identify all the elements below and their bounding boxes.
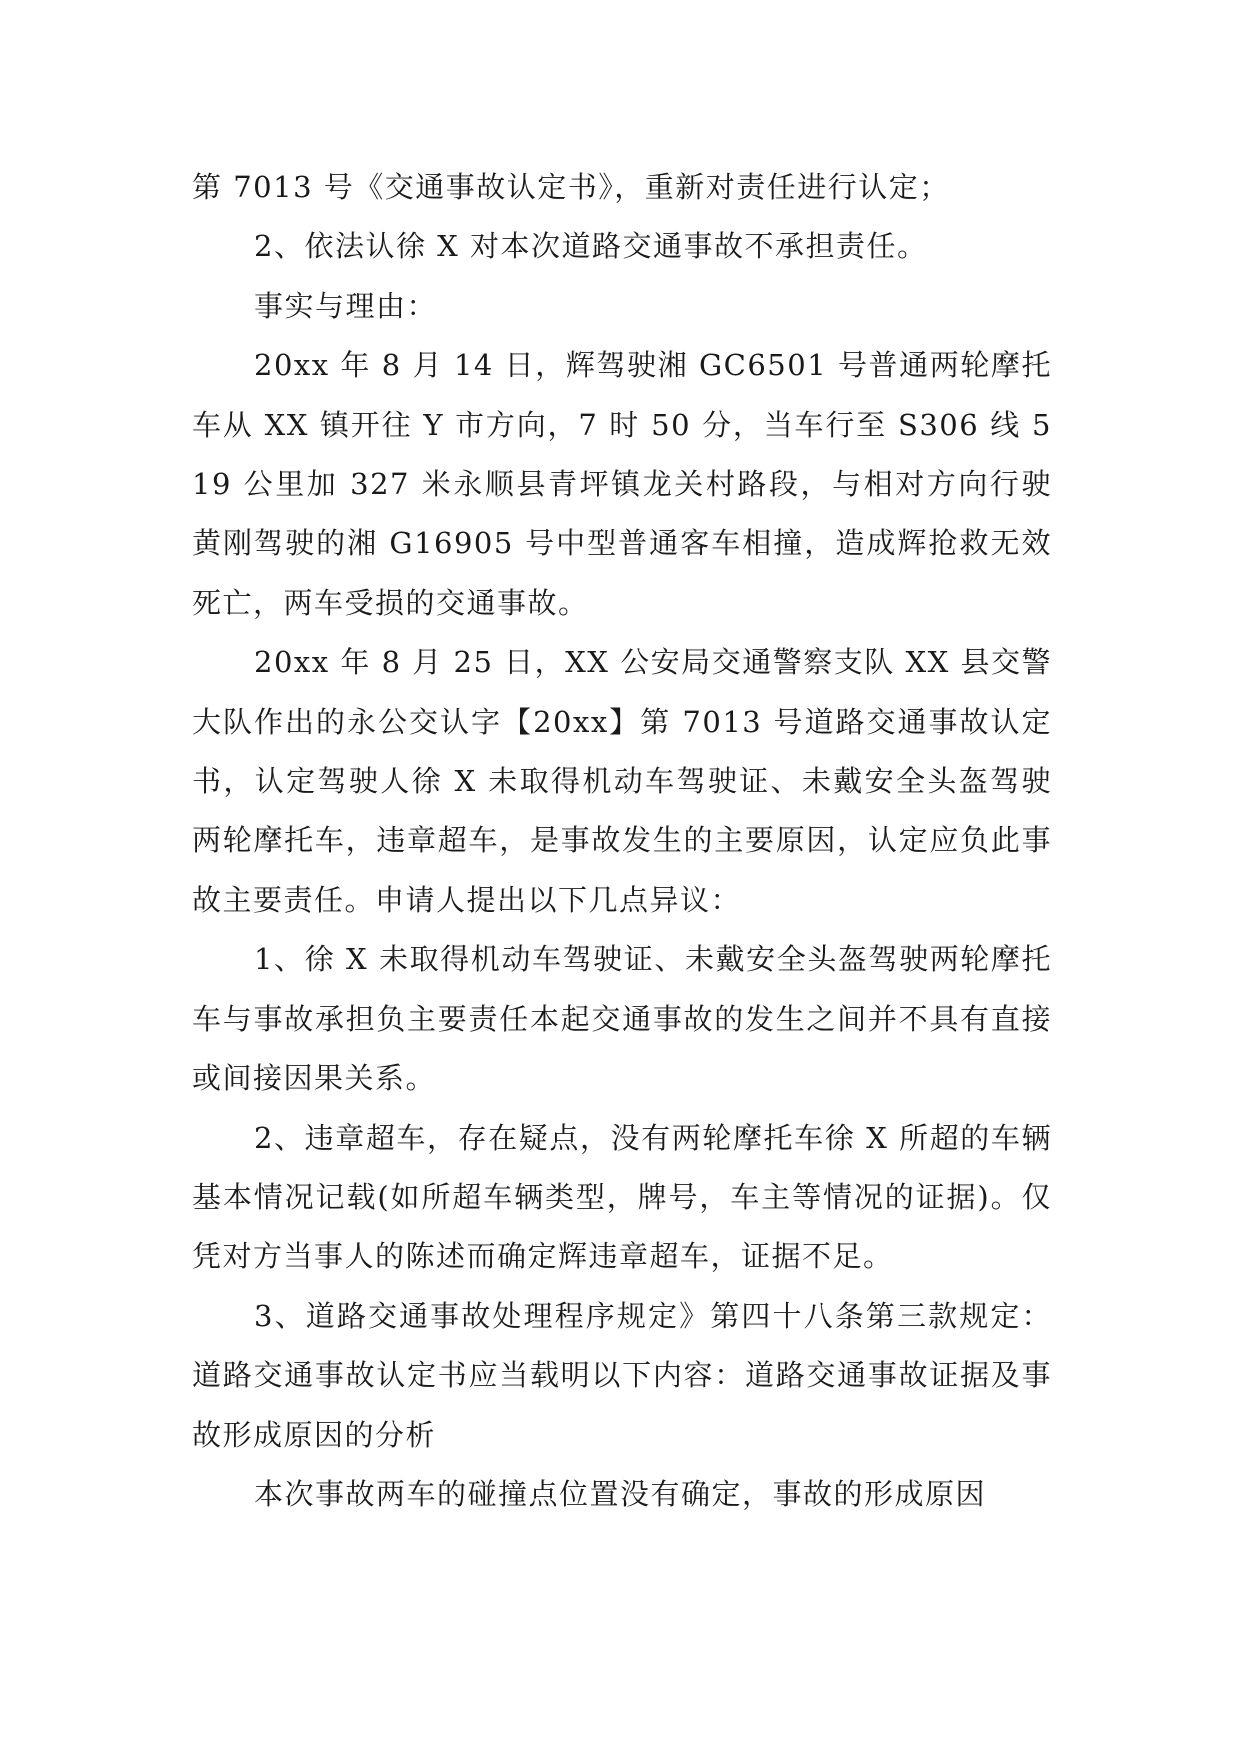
paragraph-8: 3、道路交通事故处理程序规定》第四十八条第三款规定：道路交通事故认定书应当载明以下内容：道路交通事故证据及事故形成原因的分析 [192, 1298, 1052, 1452]
paragraph-9: 本次事故两车的碰撞点位置没有确定，事故的形成原因 [254, 1476, 987, 1511]
paragraph-7: 2、违章超车，存在疑点，没有两轮摩托车徐 X 所超的车辆基本情况记载(如所超车辆类型，牌号，车主等情况的证据)。仅凭对方当事人的陈述而确定辉违章超车，证据不足。 [192, 1120, 1052, 1274]
paragraph-3: 事实与理由： [254, 288, 438, 323]
document-body [192, 158, 1052, 1524]
paragraph-4: 20xx 年 8 月 14 日，辉驾驶湘 GC6501 号普通两轮摩托车从 XX 镇开往 Y 市方向，7 时 50 分，当车行至 S306 线 519 公里加 327 米永顺县青坪镇龙关村路段，与相对方向行驶黄刚驾驶的湘 G16905 号中型普通客车相撞，造成辉抢救无效死亡，两车受损的交通事故。 [192, 348, 1052, 620]
paragraph-6: 1、徐 X 未取得机动车驾驶证、未戴安全头盔驾驶两轮摩托车与事故承担负主要责任本起交通事故的发生之间并不具有直接或间接因果关系。 [192, 942, 1052, 1096]
paragraph-1: 第 7013 号《交通事故认定书》，重新对责任进行认定； [192, 170, 950, 204]
paragraph-5: 20xx 年 8 月 25 日，XX 公安局交通警察支队 XX 县交警大队作出的永公交认字【20xx】第 7013 号道路交通事故认定书，认定驾驶人徐 X 未取得机动车驾驶证、未戴安全头盔驾驶两轮摩托车，违章超车，是事故发生的主要原因，认定应负此事故主要责任。申请人提出以下几点异议： [192, 645, 1052, 917]
paragraph-2: 2、依法认徐 X 对本次道路交通事故不承担责任。 [254, 229, 928, 264]
